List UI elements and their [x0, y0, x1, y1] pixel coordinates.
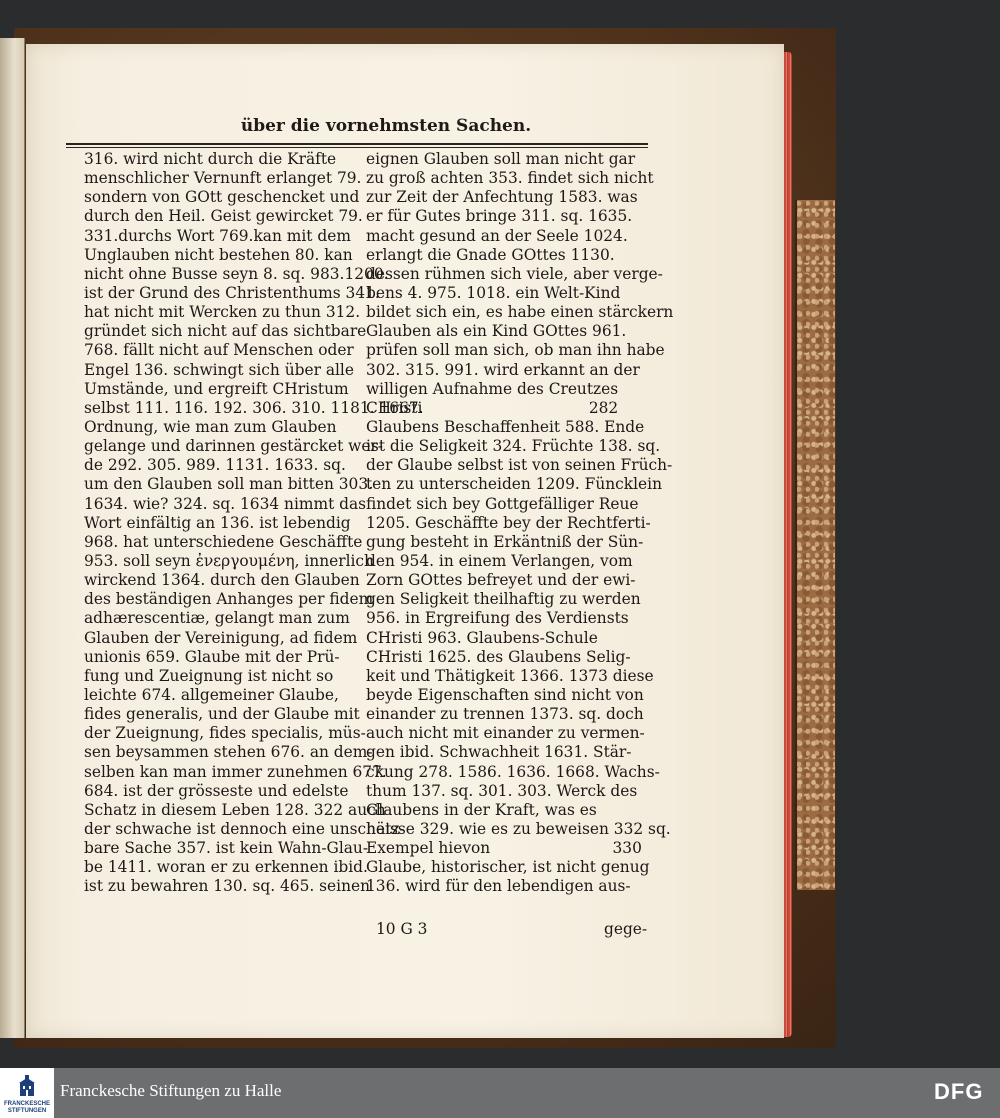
- text-line: er für Gutes bringe 311. sq. 1635.: [366, 207, 633, 226]
- dfg-logo[interactable]: DFG: [934, 1079, 984, 1104]
- text-line: bildet sich ein, es habe einen stärckern: [366, 303, 674, 322]
- text-line: leichte 674. allgemeiner Glaube,: [84, 685, 339, 704]
- catchword: gege-: [604, 920, 648, 938]
- text-line: Glaubens in der Kraft, was es: [366, 800, 597, 819]
- logo-text: FRANCKESCHE: [3, 1101, 50, 1107]
- text-line: adhærescentiæ, gelangt man zum: [84, 609, 350, 628]
- text-line: gen Seligkeit theilhaftig zu werden: [366, 590, 641, 609]
- text-line: gründet sich nicht auf das sichtbare: [84, 322, 367, 341]
- text-line: heisse 329. wie es zu beweisen 332 sq.: [366, 819, 671, 838]
- building-icon: [17, 1074, 37, 1098]
- text-line: Glauben der Vereinigung, ad fidem: [84, 628, 358, 647]
- text-line: fung und Zueignung ist nicht so: [84, 666, 334, 685]
- text-line: Wort einfältig an 136. ist lebendig: [84, 513, 351, 532]
- text-line: CHristi 282: [366, 398, 619, 417]
- right-column: [366, 150, 682, 896]
- text-line: 956. in Ergreifung des Verdiensts: [366, 609, 629, 628]
- text-line: sondern von GOtt geschencket und: [84, 188, 360, 207]
- text-line: Umstände, und ergreift CHristum: [84, 379, 349, 398]
- text-line: der Glaube selbst ist von seinen Früch-: [366, 456, 673, 475]
- text-line: nicht ohne Busse seyn 8. sq. 983.1200.: [84, 264, 389, 283]
- text-line: de 292. 305. 989. 1131. 1633. sq.: [84, 456, 346, 475]
- text-line: bare Sache 357. ist kein Wahn-Glau-: [84, 839, 369, 858]
- text-line: 768. fällt nicht auf Menschen oder: [84, 341, 354, 360]
- footer-bar: [0, 1068, 1000, 1118]
- text-line: Exempel hievon 330: [366, 839, 642, 858]
- text-line: ten zu unterscheiden 1209. Füncklein: [366, 475, 662, 494]
- text-line: Zorn GOttes befreyet und der ewi-: [366, 571, 636, 590]
- text-line: hat nicht mit Wercken zu thun 312.: [84, 303, 361, 322]
- text-line: prüfen soll man sich, ob man ihn habe: [366, 341, 665, 360]
- text-line: Ordnung, wie man zum Glauben: [84, 417, 337, 436]
- logo-text: STIFTUNGEN: [7, 1108, 47, 1114]
- text-line: Unglauben nicht bestehen 80. kan: [84, 245, 353, 264]
- text-line: willigen Aufnahme des Creutzes: [366, 379, 619, 398]
- text-line: 953. soll seyn ἐνεργουμένη, innerlich: [84, 551, 374, 570]
- text-line: Glauben als ein Kind GOttes 961.: [366, 322, 627, 341]
- text-line: wirckend 1364. durch den Glauben: [84, 571, 360, 590]
- text-line: beyde Eigenschaften sind nicht von: [366, 685, 644, 704]
- text-line: Glaube, historischer, ist nicht genug: [366, 858, 650, 877]
- text-line: thum 137. sq. 301. 303. Werck des: [366, 781, 638, 800]
- text-line: gelange und darinnen gestärcket wer-: [84, 437, 383, 456]
- text-line: 968. hat unterschiedene Geschäffte: [84, 532, 363, 551]
- text-line: erlangt die Gnade GOttes 1130.: [366, 245, 615, 264]
- text-line: findet sich bey Gottgefälliger Reue: [366, 494, 639, 513]
- signature-mark: 10 G 3: [376, 920, 428, 938]
- text-line: Schatz in diesem Leben 128. 322 auch: [84, 800, 386, 819]
- text-line: zu groß achten 353. findet sich nicht: [366, 169, 654, 188]
- text-line: den 954. in einem Verlangen, vom: [366, 551, 633, 570]
- text-line: keit und Thätigkeit 1366. 1373 diese: [366, 666, 654, 685]
- text-line: des beständigen Anhanges per fidem: [84, 590, 374, 609]
- institution-logo[interactable]: [0, 1068, 54, 1118]
- text-line: selben kan man immer zunehmen 677.: [84, 762, 387, 781]
- text-line: be 1411. woran er zu erkennen ibid.: [84, 858, 368, 877]
- text-line: 1205. Geschäffte bey der Rechtferti-: [366, 513, 651, 532]
- text-line: zur Zeit der Anfechtung 1583. was: [366, 188, 638, 207]
- text-line: auch nicht mit einander zu vermen-: [366, 724, 645, 743]
- text-line: selbst 111. 116. 192. 306. 310. 1181. 1667.: [84, 398, 424, 417]
- text-line: 1634. wie? 324. sq. 1634 nimmt das: [84, 494, 367, 513]
- text-line: unionis 659. Glaube mit der Prü-: [84, 647, 340, 666]
- text-line: 316. wird nicht durch die Kräfte: [84, 150, 337, 168]
- left-column: [84, 150, 424, 896]
- text-line: dessen rühmen sich viele, aber verge-: [366, 264, 663, 283]
- text-line: Engel 136. schwingt sich über alle: [84, 360, 354, 379]
- text-line: ckung 278. 1586. 1636. 1668. Wachs-: [366, 762, 660, 781]
- text-line: CHristi 1625. des Glaubens Selig-: [366, 647, 631, 666]
- text-line: macht gesund an der Seele 1024.: [366, 226, 628, 245]
- facing-page-edge: [0, 38, 25, 1038]
- text-line: 684. ist der grösseste und edelste: [84, 781, 349, 800]
- text-line: einander zu trennen 1373. sq. doch: [366, 705, 644, 724]
- text-line: sen beysammen stehen 676. an dem-: [84, 743, 373, 762]
- running-header: über die vornehmsten Sachen.: [240, 116, 532, 136]
- institution-name[interactable]: Franckesche Stiftungen zu Halle: [60, 1081, 282, 1100]
- text-line: CHristi 963. Glaubens-Schule: [366, 628, 598, 647]
- text-line: um den Glauben soll man bitten 303.: [84, 475, 374, 494]
- text-line: bens 4. 975. 1018. ein Welt-Kind: [366, 283, 621, 302]
- text-line: ist der Grund des Christenthums 341.: [84, 283, 380, 302]
- text-line: eignen Glauben soll man nicht gar: [366, 150, 636, 168]
- text-line: Glaubens Beschaffenheit 588. Ende: [366, 417, 645, 436]
- text-line: 302. 315. 991. wird erkannt an der: [366, 360, 640, 379]
- text-line: gung besteht in Erkäntniß der Sün-: [366, 532, 644, 551]
- text-line: 331.durchs Wort 769.kan mit dem: [84, 226, 351, 245]
- text-line: der Zueignung, fides specialis, müs-: [84, 724, 366, 743]
- text-line: ist zu bewahren 130. sq. 465. seinen: [84, 877, 371, 896]
- text-line: 136. wird für den lebendigen aus-: [366, 877, 631, 896]
- book-page: [26, 44, 784, 1038]
- header-rule: [66, 143, 648, 145]
- text-line: menschlicher Vernunft erlanget 79.: [84, 169, 362, 188]
- marbled-endpaper: [795, 200, 835, 890]
- text-line: der schwache ist dennoch eine unschätz-: [84, 819, 405, 838]
- text-line: fides generalis, und der Glaube mit: [84, 705, 360, 724]
- header-rule-thin: [66, 147, 648, 148]
- text-line: durch den Heil. Geist gewircket 79.: [84, 207, 363, 226]
- text-line: ist die Seligkeit 324. Früchte 138. sq.: [366, 437, 661, 456]
- text-line: gen ibid. Schwachheit 1631. Stär-: [366, 743, 632, 762]
